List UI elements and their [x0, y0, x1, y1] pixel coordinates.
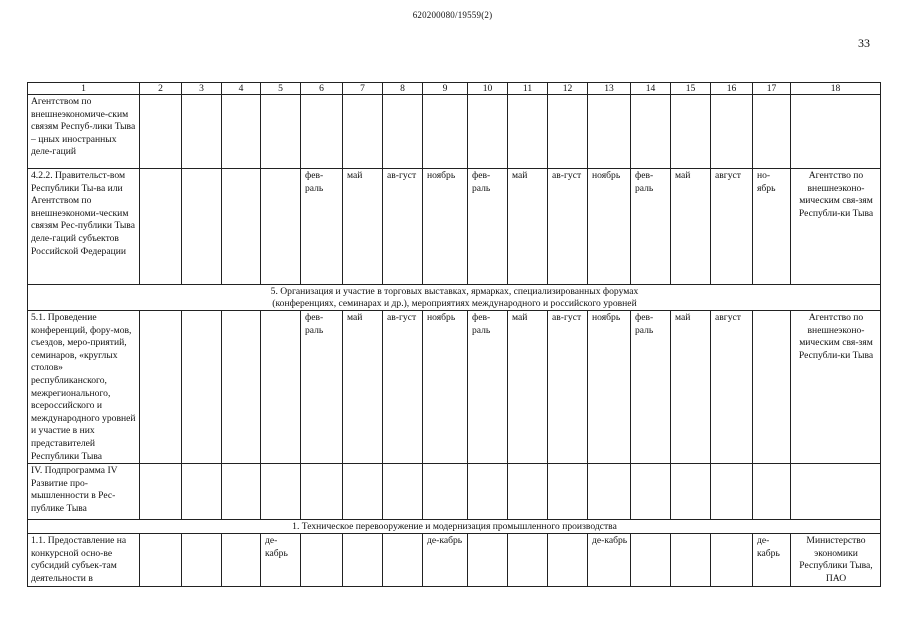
schedule-cell — [140, 464, 182, 520]
column-header: 5 — [261, 83, 301, 95]
schedule-cell: май — [508, 169, 548, 285]
schedule-cell — [261, 169, 301, 285]
schedule-cell — [222, 534, 261, 586]
schedule-cell — [343, 534, 383, 586]
schedule-cell — [711, 534, 753, 586]
column-header: 12 — [548, 83, 588, 95]
column-header: 6 — [301, 83, 343, 95]
schedule-cell — [301, 464, 343, 520]
schedule-cell: май — [508, 311, 548, 464]
schedule-cell — [301, 534, 343, 586]
schedule-cell: де-кабрь — [423, 534, 468, 586]
schedule-cell: август — [711, 311, 753, 464]
schedule-cell — [222, 311, 261, 464]
table-row — [28, 311, 881, 464]
schedule-cell — [468, 464, 508, 520]
column-header: 1 — [28, 83, 140, 95]
schedule-cell — [508, 95, 548, 169]
schedule-cell: август — [711, 169, 753, 285]
schedule-cell — [631, 95, 671, 169]
schedule-cell: ав-густ — [383, 311, 423, 464]
schedule-cell: но-ябрь — [753, 169, 791, 285]
schedule-cell: фев-раль — [468, 311, 508, 464]
schedule-cell — [222, 95, 261, 169]
table-row — [28, 464, 881, 520]
schedule-cell — [631, 534, 671, 586]
column-header: 4 — [222, 83, 261, 95]
column-header: 3 — [182, 83, 222, 95]
schedule-cell: май — [671, 169, 711, 285]
activity-description: IV. Подпрограмма IV Развитие про-мышленности в Рес-публике Тыва — [28, 464, 140, 520]
document-id: 620200080/19559(2) — [412, 10, 493, 20]
schedule-cell — [423, 464, 468, 520]
schedule-cell: ноябрь — [423, 169, 468, 285]
schedule-cell — [711, 95, 753, 169]
schedule-cell — [548, 534, 588, 586]
column-header-row — [28, 83, 881, 95]
schedule-cell — [753, 95, 791, 169]
schedule-cell — [182, 534, 222, 586]
column-header: 8 — [383, 83, 423, 95]
schedule-cell — [222, 464, 261, 520]
schedule-cell — [383, 95, 423, 169]
schedule-cell: ноябрь — [423, 311, 468, 464]
responsible-agency: Агентство по внешнеэконо-мическим свя-зям Республи-ки Тыва — [791, 311, 881, 464]
schedule-cell — [182, 169, 222, 285]
table-row — [28, 95, 881, 169]
schedule-cell: ноябрь — [588, 311, 631, 464]
schedule-cell — [508, 534, 548, 586]
page-number: 33 — [858, 36, 870, 50]
schedule-cell: ав-густ — [383, 169, 423, 285]
section-heading-line: 1. Техническое перевооружение и модернизация промышленного производства — [292, 521, 617, 533]
responsible-agency — [791, 95, 881, 169]
section-heading — [28, 285, 881, 311]
schedule-cell — [671, 534, 711, 586]
schedule-cell — [383, 534, 423, 586]
section-heading — [28, 520, 881, 534]
column-header: 10 — [468, 83, 508, 95]
section-heading-line: (конференциях, семинарах и др.), мероприятиях международного и российского уровней — [272, 298, 637, 309]
table-row — [28, 169, 881, 285]
schedule-cell — [140, 311, 182, 464]
schedule-cell — [508, 464, 548, 520]
column-header: 17 — [753, 83, 791, 95]
schedule-cell — [261, 311, 301, 464]
schedule-cell — [140, 534, 182, 586]
schedule-cell — [140, 169, 182, 285]
schedule-cell — [182, 95, 222, 169]
schedule-cell: фев-раль — [301, 311, 343, 464]
schedule-cell: май — [671, 311, 711, 464]
column-header: 16 — [711, 83, 753, 95]
column-header: 14 — [631, 83, 671, 95]
schedule-cell — [343, 95, 383, 169]
schedule-cell — [631, 464, 671, 520]
activity-description: 4.2.2. Правительст-вом Республики Ты-ва или Агентством по внешнеэкономи-ческим связям Рес-публики Тыва деле-гаций субъектов Российской Федерации — [28, 169, 140, 285]
schedule-cell — [140, 95, 182, 169]
schedule-cell: фев-раль — [468, 169, 508, 285]
schedule-cell — [261, 95, 301, 169]
schedule-cell — [753, 311, 791, 464]
column-header: 7 — [343, 83, 383, 95]
column-header: 2 — [140, 83, 182, 95]
table-body — [28, 83, 881, 587]
column-header: 11 — [508, 83, 548, 95]
schedule-cell — [753, 464, 791, 520]
schedule-cell — [182, 464, 222, 520]
schedule-cell — [261, 464, 301, 520]
schedule-cell — [423, 95, 468, 169]
responsible-agency: Министерство экономики Республики Тыва, ПАО — [791, 534, 881, 586]
column-header: 9 — [423, 83, 468, 95]
schedule-cell — [301, 95, 343, 169]
section-heading-row — [28, 520, 881, 534]
schedule-cell — [222, 169, 261, 285]
schedule-cell: май — [343, 169, 383, 285]
schedule-table — [27, 82, 881, 587]
section-heading-line: 5. Организация и участие в торговых выставках, ярмарках, специализированных форумах — [270, 286, 639, 297]
table-row — [28, 534, 881, 586]
column-header: 18 — [791, 83, 881, 95]
schedule-cell — [671, 95, 711, 169]
activity-description: 5.1. Проведение конференций, фору-мов, съездов, меро-приятий, семинаров, «круглых столов» республиканского, межрегионального, всероссийского и международного уровней и участие в них представителей Республики Тыва — [28, 311, 140, 464]
schedule-cell — [671, 464, 711, 520]
schedule-cell — [588, 464, 631, 520]
schedule-cell — [548, 95, 588, 169]
column-header: 13 — [588, 83, 631, 95]
responsible-agency: Агентство по внешнеэконо-мическим свя-зям Республи-ки Тыва — [791, 169, 881, 285]
schedule-cell — [182, 311, 222, 464]
activity-description: Агентством по внешнеэкономиче-ским связям Респуб-лики Тыва – цных иностранных деле-гаций — [28, 95, 140, 169]
schedule-cell: де-кабрь — [261, 534, 301, 586]
schedule-cell — [711, 464, 753, 520]
schedule-cell — [343, 464, 383, 520]
schedule-cell: де-кабрь — [588, 534, 631, 586]
schedule-cell — [468, 95, 508, 169]
schedule-cell: ав-густ — [548, 311, 588, 464]
schedule-cell: фев-раль — [301, 169, 343, 285]
schedule-cell: фев-раль — [631, 169, 671, 285]
schedule-cell: ноябрь — [588, 169, 631, 285]
schedule-cell — [588, 95, 631, 169]
schedule-cell: фев-раль — [631, 311, 671, 464]
schedule-cell — [383, 464, 423, 520]
schedule-cell — [468, 534, 508, 586]
schedule-cell: де-кабрь — [753, 534, 791, 586]
activity-description: 1.1. Предоставление на конкурсной осно-ве субсидий субъек-там деятельности в — [28, 534, 140, 586]
schedule-cell: ав-густ — [548, 169, 588, 285]
section-heading-row — [28, 285, 881, 311]
column-header: 15 — [671, 83, 711, 95]
responsible-agency — [791, 464, 881, 520]
schedule-cell — [548, 464, 588, 520]
schedule-cell: май — [343, 311, 383, 464]
